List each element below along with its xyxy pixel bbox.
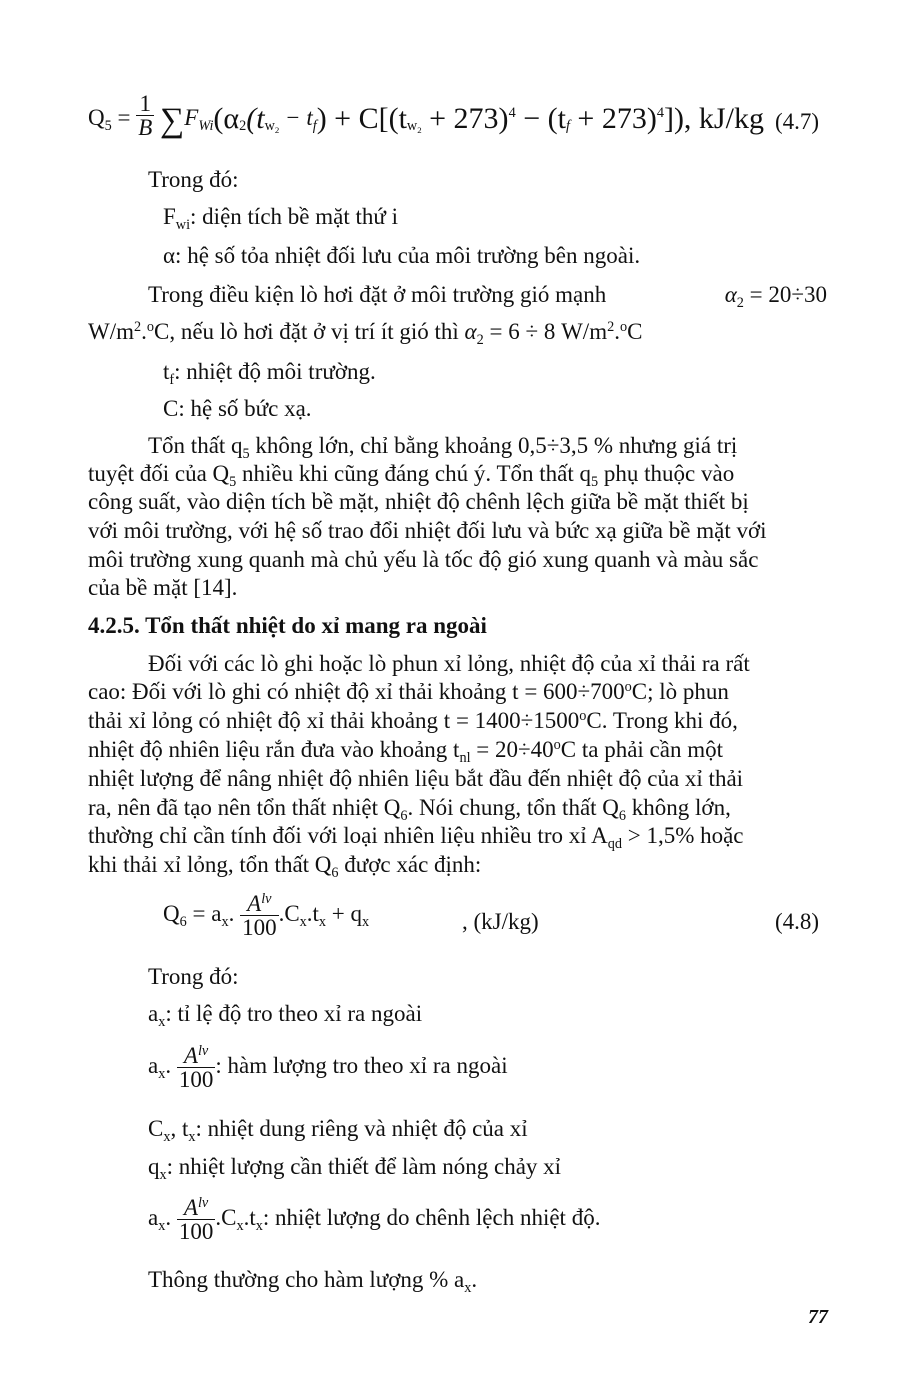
label-trong-do-2: Trong đó: <box>148 964 239 989</box>
definition-cx-tx: $C_x$, $t_x$: nhiệt dung riêng và nhiệt độ của xỉ <box>148 1116 528 1145</box>
paragraph-wind-line-2: $W/m^2.^oC$, nếu lò hơi đặt ở vị trí ít gió thì $\alpha_2 = 6 \div 8$ $W/m^2.^oC$ <box>88 319 643 348</box>
paragraph-q5-line-2: tuyệt đối của $Q_5$ nhiều khi cũng đáng chú ý. Tổn thất $q_5$ phụ thuộc vào <box>88 461 735 490</box>
paragraph-q6-line-5: nhiệt lượng để nâng nhiệt độ nhiên liệu bắt đầu đến nhiệt độ của xỉ thải <box>88 766 744 791</box>
paragraph-q6-line-3: thải xỉ lỏng có nhiệt độ xỉ thải khoảng $t = 1400\div 1500^oC$. Trong khi đó, <box>88 708 738 733</box>
paragraph-q5-line-4: với môi trường, với hệ số trao đổi nhiệt đối lưu và bức xạ giữa bề mặt với <box>88 518 767 543</box>
closing-line: Thông thường cho hàm lượng % $a_x$. <box>148 1267 478 1296</box>
paragraph-q6-line-8: khi thải xỉ lỏng, tổn thất $Q_6$ được xác định: <box>88 852 482 881</box>
fraction-alv-over-100-c: $\frac{A^{lv}}{100}$ <box>178 1195 214 1244</box>
section-heading: 4.2.5. Tổn thất nhiệt do xỉ mang ra ngoài <box>88 613 487 638</box>
paragraph-q6-line-4: nhiệt độ nhiên liệu rắn đưa vào khoảng $t_{nl} = 20\div 40^oC$ ta phải cần một <box>88 737 724 766</box>
sum-symbol: ∑ <box>160 101 185 139</box>
equation-4-8: $Q_6 = a_x$. $\frac{A^{lv}}{100}$ $.C_x.t_x + q_x$ <box>163 891 370 940</box>
paragraph-q6-line-7: thường chỉ cần tính đối với loại nhiên liệu nhiều tro xỉ $A_{qd} > 1,5\%$ hoặc <box>88 823 744 852</box>
label-trong-do: Trong đó: <box>148 167 239 192</box>
fraction-alv-over-100: $\frac{A^{lv}}{100}$ <box>242 891 277 940</box>
definition-fwi: $F_{wi}$: diện tích bề mặt thứ i <box>163 204 398 233</box>
paragraph-q5-line-1: Tổn thất $q_5$ không lớn, chỉ bằng khoảng 0,5÷3,5 % nhưng giá trị <box>148 433 738 462</box>
fraction-alv-over-100-b: $\frac{A^{lv}}{100}$ <box>178 1043 214 1092</box>
paragraph-q5-line-3: công suất, vào diện tích bề mặt, nhiệt độ chênh lệch giữa bề mặt thiết bị <box>88 489 749 514</box>
definition-ax-fraction: $a_x$. $\frac{A^{lv}}{100}$ : hàm lượng tro theo xỉ ra ngoài <box>148 1043 508 1092</box>
paragraph-q5-line-5: môi trường xung quanh mà chủ yếu là tốc độ gió xung quanh và màu sắc <box>88 547 759 572</box>
paragraph-wind-line-1: Trong điều kiện lò hơi đặt ở môi trường gió mạnh $\alpha_2 = 20\div 30$ <box>148 282 827 311</box>
paragraph-q6-line-6: ra, nên đã tạo nên tổn thất nhiệt $Q_6$. Nói chung, tổn thất $Q_6$ không lớn, <box>88 795 731 824</box>
fraction-1-over-b: $\frac{1}{B}$ <box>138 91 153 140</box>
definition-alpha: α: hệ số tỏa nhiệt đối lưu của môi trường bên ngoài. <box>163 243 641 268</box>
paragraph-q6-line-1: Đối với các lò ghi hoặc lò phun xỉ lỏng, nhiệt độ của xỉ thải ra rất <box>148 651 750 676</box>
equation-4-7: $Q_5$ = $\frac{1}{B}$ $\sum F_{Wi}(\alpha_2(t_{w_2} - t_f) + C[(t_{w_2} + 273)^4 - (t_f + 273)^4])$, kJ/kg <box>88 91 764 140</box>
equation-number-4-8: (4.8) <box>775 909 820 934</box>
definition-qx: $q_x$: nhiệt lượng cần thiết để làm nóng chảy xỉ <box>148 1154 562 1183</box>
definition-tf: $t_f$: nhiệt độ môi trường. <box>163 359 376 388</box>
definition-c: C: hệ số bức xạ. <box>163 396 312 421</box>
definition-ax: $a_x$: tỉ lệ độ tro theo xỉ ra ngoài <box>148 1001 423 1030</box>
paragraph-q5-line-6: của bề mặt [14]. <box>88 575 238 600</box>
page-number: 77 <box>808 1306 828 1328</box>
definition-heat-difference: $a_x$. $\frac{A^{lv}}{100}$ $.C_x.t_x$: nhiệt lượng do chênh lệch nhiệt độ. <box>148 1195 601 1244</box>
paragraph-q6-line-2: cao: Đối với lò ghi có nhiệt độ xỉ thải khoảng $t = 600\div 700^oC$; lò phun <box>88 679 729 704</box>
equation-number-4-7: (4.7) <box>775 109 820 134</box>
equation-4-8-unit: , (kJ/kg) <box>462 909 539 934</box>
